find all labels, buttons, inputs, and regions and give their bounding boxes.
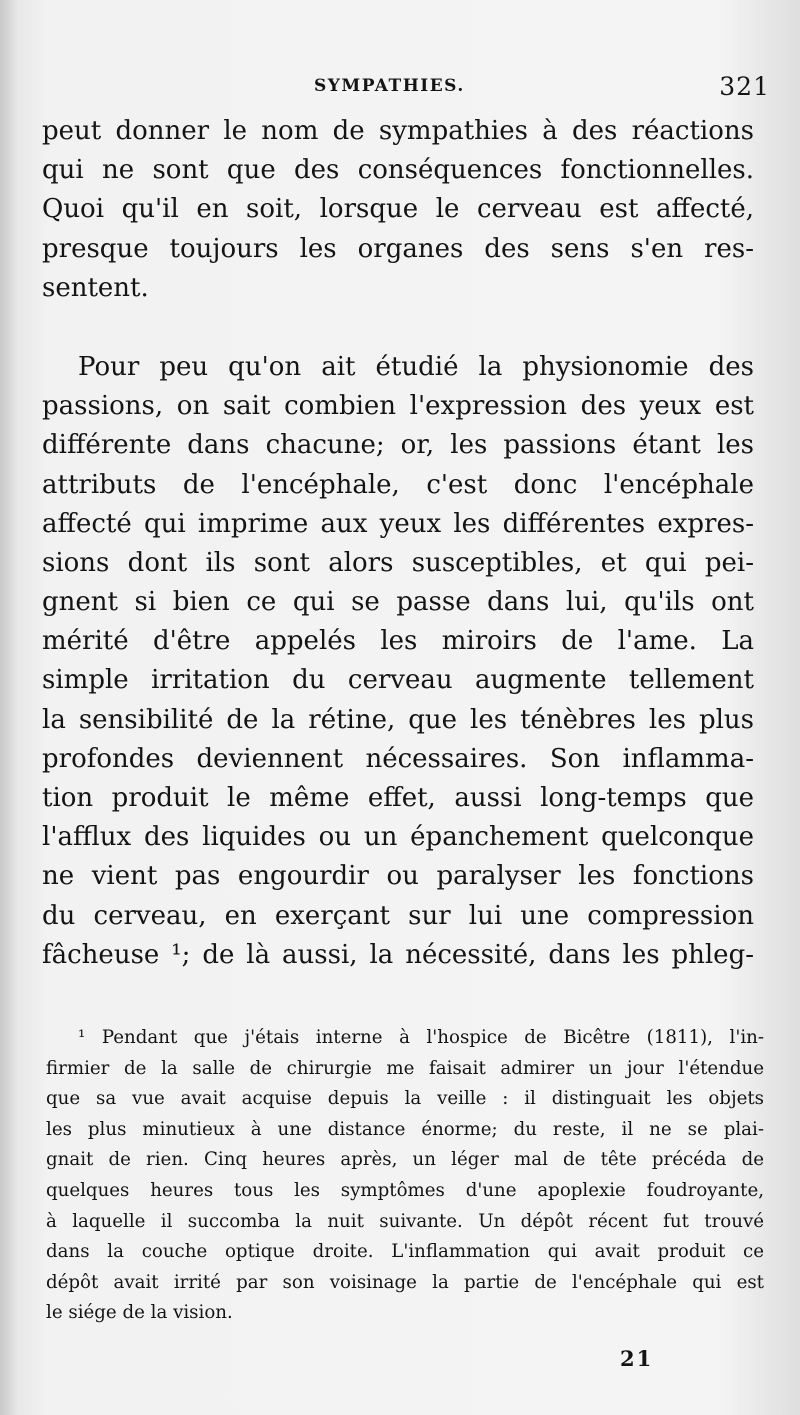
- text-line: gnent si bien ce qui se passe dans lui, qu'ils ont: [42, 587, 754, 618]
- footnote-line: quelques heures tous les symptômes d'une apoplexie foudroyante,: [46, 1179, 764, 1201]
- text-line: qui ne sont que des conséquences fonctionnelles.: [42, 155, 754, 186]
- text-line: profondes deviennent nécessaires. Son inflamma-: [42, 743, 754, 774]
- text-line: ne vient pas engourdir ou paralyser les fonctions: [42, 861, 754, 892]
- text-line: mérité d'être appelés les miroirs de l'ame. La: [42, 626, 754, 657]
- footnote-line: ¹ Pendant que j'étais interne à l'hospice de Bicêtre (1811), l'in-: [78, 1027, 764, 1048]
- text-line: attributs de l'encéphale, c'est donc l'encéphale: [42, 469, 754, 500]
- text-line: du cerveau, en exerçant sur lui une compression: [42, 900, 754, 931]
- footnote-line: à laquelle il succomba la nuit suivante. Un dépôt récent fut trouvé: [46, 1210, 764, 1232]
- footnote-line: les plus minutieux à une distance énorme; du reste, il ne se plai-: [46, 1118, 764, 1140]
- paragraph: [42, 112, 754, 308]
- footnote-line: le siége de la vision.: [46, 1302, 233, 1324]
- text-line: sentent.: [42, 272, 149, 303]
- text-line: peut donner le nom de sympathies à des réactions: [42, 116, 754, 146]
- footnote-line: gnait de rien. Cinq heures après, un léger mal de tête précéda de: [46, 1149, 764, 1171]
- text-line: Pour peu qu'on ait étudié la physionomie des: [78, 351, 754, 382]
- text-line: tion produit le même effet, aussi long-temps que: [42, 783, 754, 813]
- footnote-line: dépôt avait irrité par son voisinage la partie de l'encéphale qui est: [46, 1271, 764, 1293]
- footnote-line: firmier de la salle de chirurgie me faisait admirer un jour l'étendue: [46, 1057, 764, 1079]
- signature-mark: 21: [620, 1346, 654, 1371]
- text-line: l'afflux des liquides ou un épanchement quelconque: [42, 822, 754, 853]
- text-line: passions, on sait combien l'expression des yeux est: [42, 391, 754, 422]
- paragraph: [42, 348, 754, 975]
- text-line: affecté qui imprime aux yeux les différentes expres-: [42, 508, 754, 539]
- text-line: fâcheuse ¹; de là aussi, la nécessité, dans les phleg-: [42, 939, 754, 970]
- paragraph-gap: [42, 308, 754, 348]
- gutter-shadow: [0, 0, 18, 1415]
- text-line: simple irritation du cerveau augmente tellement: [42, 665, 754, 696]
- footnote-line: dans la couche optique droite. L'inflammation qui avait produit ce: [46, 1241, 764, 1263]
- footnote-line: que sa vue avait acquise depuis la veille : il distinguait les objets: [46, 1088, 764, 1110]
- page-number: 321: [719, 72, 770, 101]
- text-line: sions dont ils sont alors susceptibles, et qui pei-: [42, 547, 754, 578]
- footnote: [46, 1023, 764, 1329]
- text-line: presque toujours les organes des sens s'en res-: [42, 233, 754, 264]
- main-text: [42, 112, 754, 975]
- text-line: Quoi qu'il en soit, lorsque le cerveau est affecté,: [42, 194, 754, 225]
- running-title: SYMPATHIES.: [314, 76, 465, 96]
- running-head: [40, 72, 770, 102]
- text-line: la sensibilité de la rétine, que les ténèbres les plus: [42, 704, 754, 735]
- text-line: différente dans chacune; or, les passions étant les: [42, 430, 754, 461]
